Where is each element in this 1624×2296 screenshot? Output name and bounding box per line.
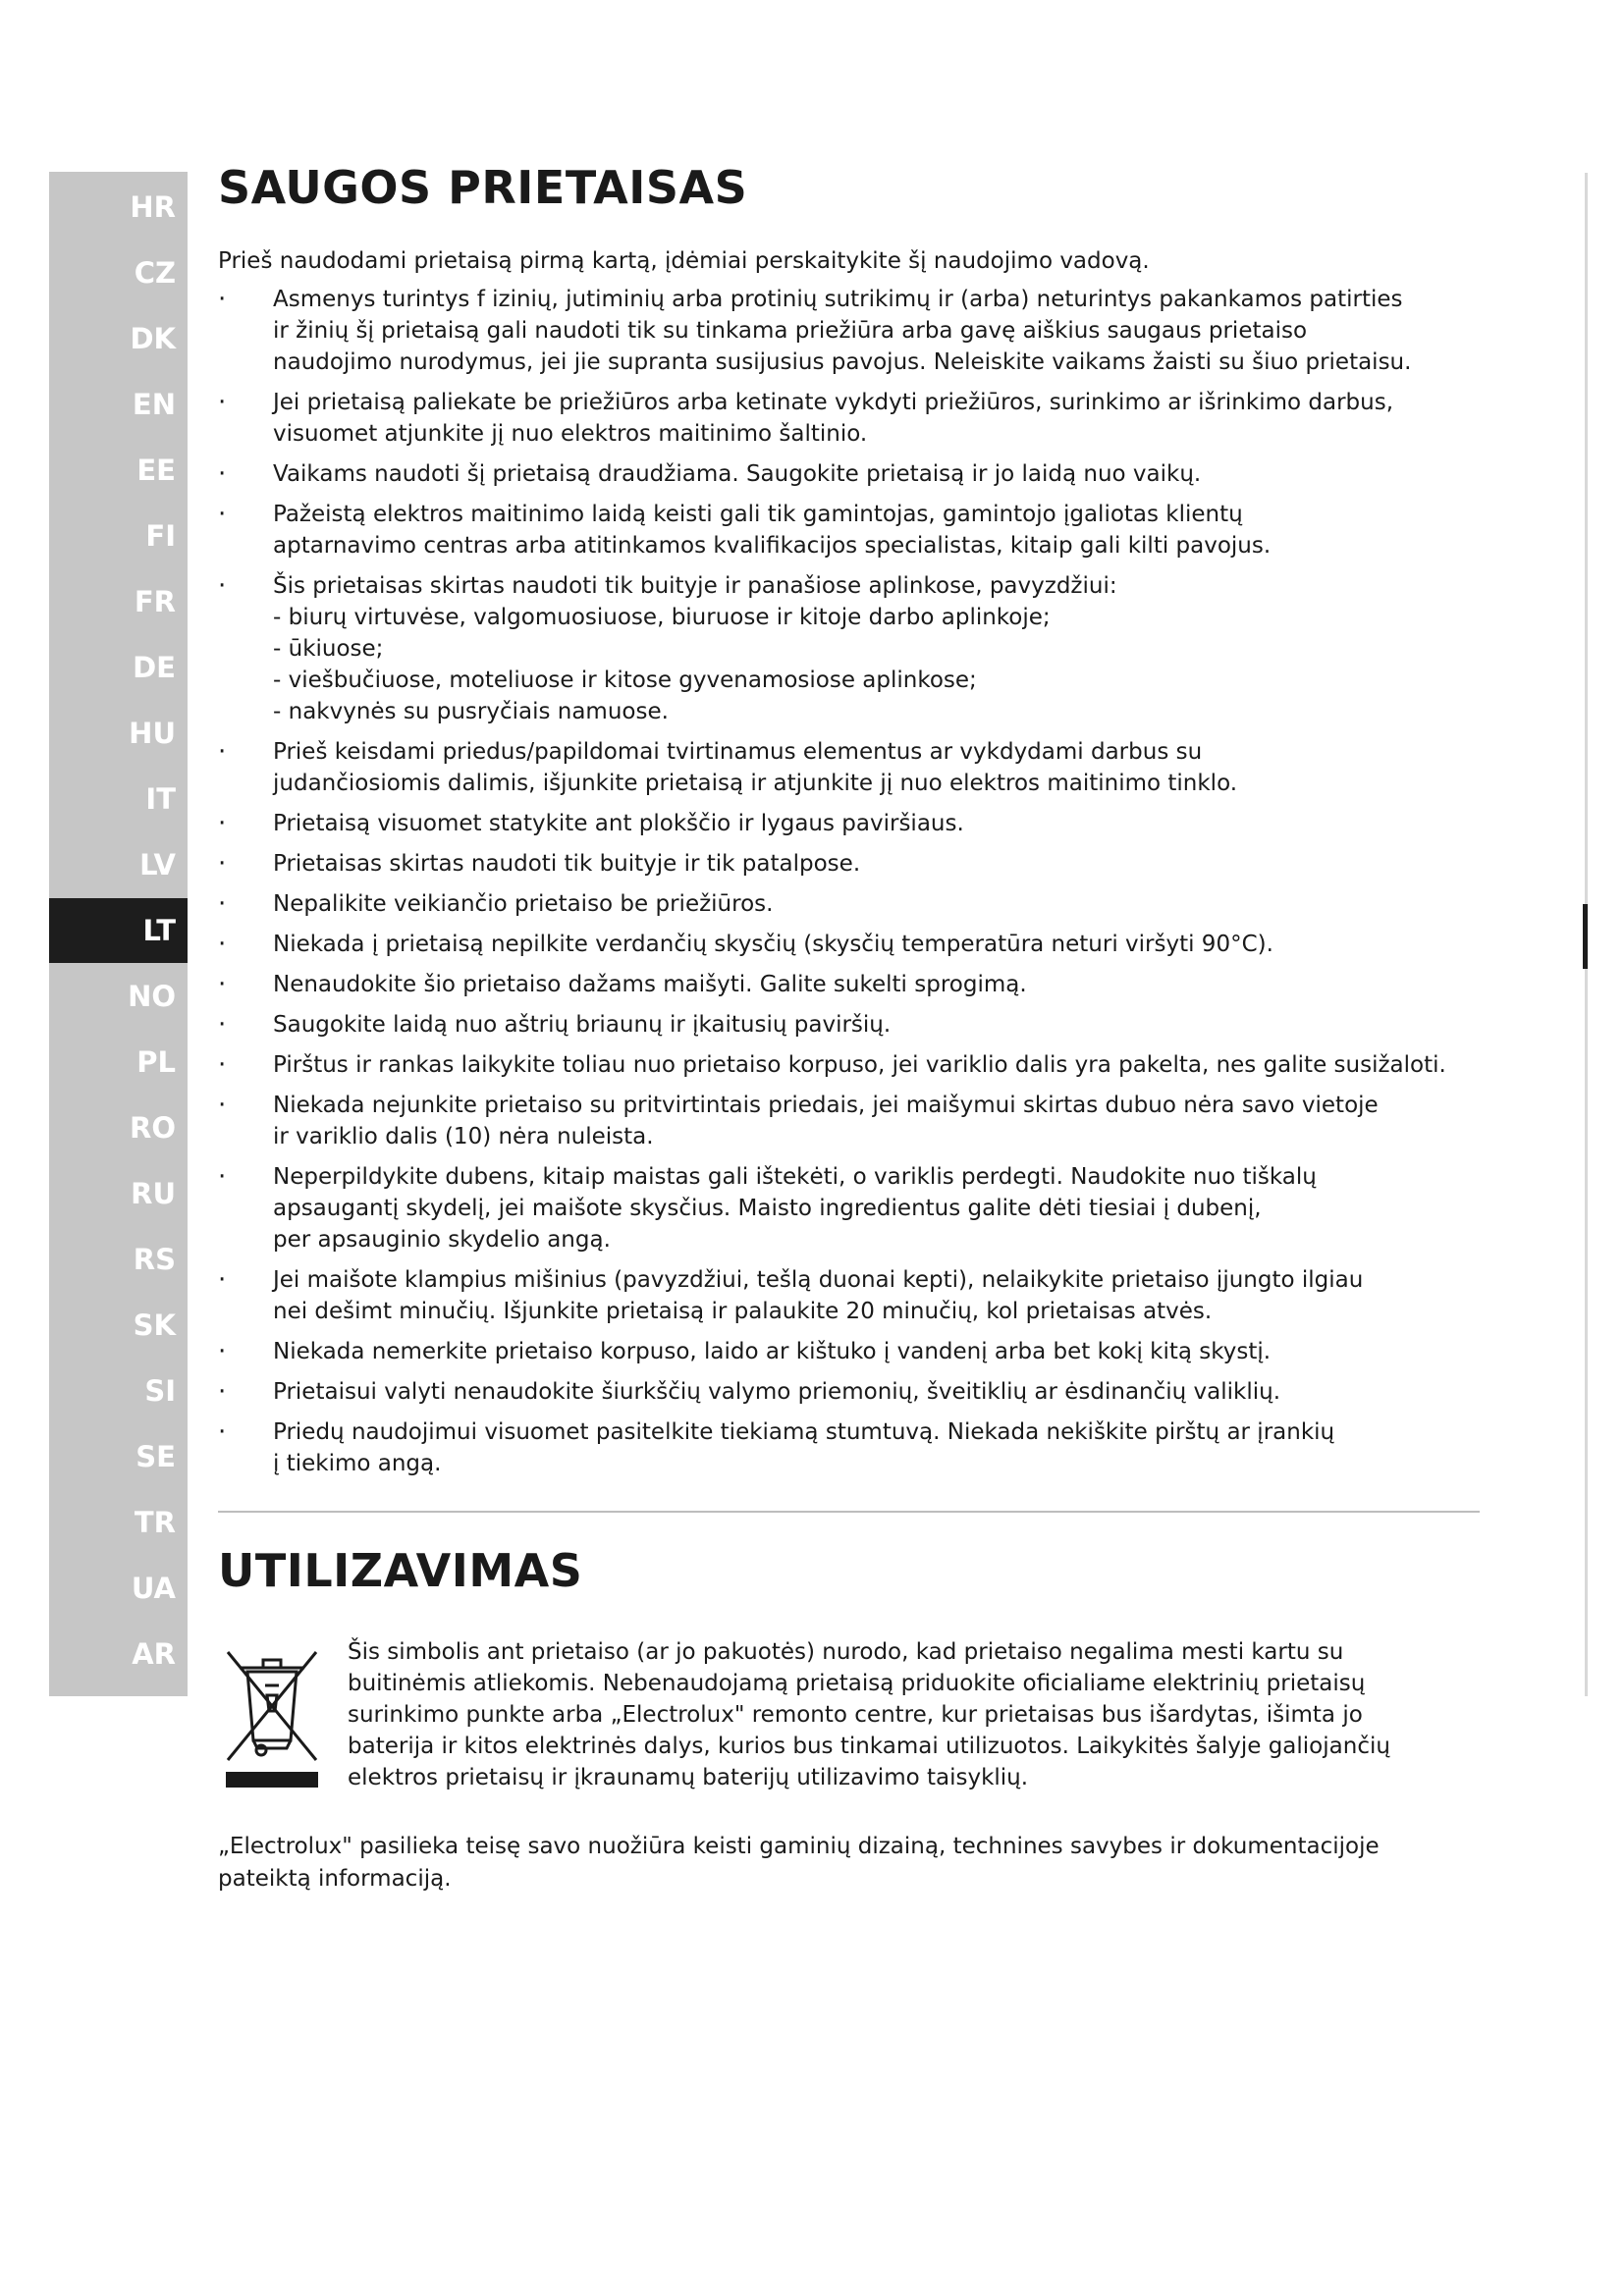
- language-tab-ro[interactable]: RO: [130, 1111, 176, 1145]
- safety-list-item: · Jei maišote klampius mišinius (pavyzdžiui, tešlą duonai kepti), nelaikykite prietaiso įjungto ilgiau nei dešimt minučių. Išjunkite prietaisą ir palaukite 20 minučių, kol prietaisas atvės.: [218, 1264, 1480, 1327]
- language-tab-si[interactable]: SI: [144, 1374, 176, 1408]
- safety-list-item: · Nenaudokite šio prietaiso dažams maišyti. Galite sukelti sprogimą.: [218, 969, 1480, 1000]
- language-tab-se[interactable]: SE: [135, 1440, 176, 1473]
- safety-intro: Prieš naudodami prietaisą pirmą kartą, įdėmiai perskaitykite šį naudojimo vadovą.: [218, 248, 1150, 274]
- language-tab-sk[interactable]: SK: [133, 1308, 176, 1342]
- language-tab-ee[interactable]: EE: [136, 454, 176, 487]
- safety-title: SAUGOS PRIETAISAS: [218, 161, 748, 214]
- language-tab-cz[interactable]: CZ: [134, 256, 176, 290]
- safety-list-item: · Vaikams naudoti šį prietaisą draudžiama. Saugokite prietaisą ir jo laidą nuo vaikų.: [218, 458, 1480, 490]
- safety-list-item: · Prietaisą visuomet statykite ant plokščio ir lygaus paviršiaus.: [218, 808, 1480, 839]
- language-tab-no[interactable]: NO: [128, 980, 176, 1013]
- safety-list-item: · Niekada nemerkite prietaiso korpuso, laido ar kištuko į vandenį arba bet kokį kitą skystį.: [218, 1336, 1480, 1367]
- language-tab-dk[interactable]: DK: [130, 322, 176, 355]
- safety-list: [218, 284, 1480, 1479]
- footer-note: „Electrolux" pasilieka teisę savo nuožiūra keisti gaminių dizainą, technines savybes ir dokumentacijoje pateiktą informaciją.: [218, 1834, 1380, 1892]
- safety-list-item: · Šis prietaisas skirtas naudoti tik buityje ir panašiose aplinkose, pavyzdžiui: - biurų virtuvėse, valgomuosiuose, biuruose ir kitoje darbo aplinkoje; - ūkiuose; - viešbučiuose, moteliuose ir kitose gyvenamosiose aplinkose; - nakvynės su pusryčiais namuose.: [218, 570, 1480, 727]
- disposal-text: Šis simbolis ant prietaiso (ar jo pakuotės) nurodo, kad prietaiso negalima mesti kartu su buitinėmis atliekomis. Nebenaudojamą prietaisą priduokite oficialiame elektrinių prietaisų surinkimo punkte arba „Electrolux" remonto centre, kur prietaisas bus išardytas, išimta jo baterija ir kitos elektrinės dalys, kurios bus tinkamai utilizuotos. Laikykitės šalyje galiojančių elektros prietaisų ir įkraunamų baterijų utilizavimo taisyklių.: [348, 1639, 1390, 1790]
- language-tab-hu[interactable]: HU: [129, 717, 176, 750]
- language-tab-pl[interactable]: PL: [136, 1045, 176, 1079]
- safety-list-item: · Niekada nejunkite prietaiso su pritvirtintais priedais, jei maišymui skirtas dubuo nėra savo vietoje ir variklio dalis (10) nėra nuleista.: [218, 1090, 1480, 1152]
- disposal-title: UTILIZAVIMAS: [218, 1544, 583, 1597]
- page-content: [218, 157, 1480, 1918]
- language-tab-ru[interactable]: RU: [131, 1177, 176, 1210]
- safety-list-item: · Priedų naudojimui visuomet pasitelkite tiekiamą stumtuvą. Niekada nekiškite pirštų ar įrankių į tiekimo angą.: [218, 1416, 1480, 1479]
- language-tab-fr[interactable]: FR: [134, 585, 176, 618]
- safety-list-item: · Pirštus ir rankas laikykite toliau nuo prietaiso korpuso, jei variklio dalis yra pakelta, nes galite susižaloti.: [218, 1049, 1480, 1081]
- safety-list-item: · Prietaisas skirtas naudoti tik buityje ir tik patalpose.: [218, 848, 1480, 880]
- safety-list-item: · Niekada į prietaisą nepilkite verdančių skysčių (skysčių temperatūra neturi viršyti 90°C).: [218, 929, 1480, 960]
- language-tab-lv[interactable]: LV: [139, 848, 176, 881]
- safety-list-item: · Saugokite laidą nuo aštrių briaunų ir įkaitusių paviršių.: [218, 1009, 1480, 1041]
- safety-list-item: · Prieš keisdami priedus/papildomai tvirtinamus elementus ar vykdydami darbus su judančiosiomis dalimis, išjunkite prietaisą ir atjunkite jį nuo elektros maitinimo tinklo.: [218, 736, 1480, 799]
- language-tab-de[interactable]: DE: [133, 651, 176, 684]
- language-tab-rs[interactable]: RS: [133, 1243, 176, 1276]
- safety-list-item: · Pažeistą elektros maitinimo laidą keisti gali tik gamintojas, gamintojo įgaliotas klientų aptarnavimo centras arba atitinkamos kvalifikacijos specialistas, kitaip gali kilti pavojus.: [218, 499, 1480, 561]
- safety-list-item: · Jei prietaisą paliekate be priežiūros arba ketinate vykdyti priežiūros, surinkimo ar išrinkimo darbus, visuomet atjunkite jį nuo elektros maitinimo šaltinio.: [218, 387, 1480, 450]
- language-tab-tr[interactable]: TR: [134, 1506, 176, 1539]
- right-edge-active-marker: [1583, 904, 1588, 969]
- language-tab-ua[interactable]: UA: [131, 1572, 176, 1605]
- safety-list-item: · Prietaisui valyti nenaudokite šiurkščių valymo priemonių, šveitiklių ar ėsdinančių valiklių.: [218, 1376, 1480, 1408]
- language-tab-it[interactable]: IT: [145, 782, 176, 816]
- language-tab-en[interactable]: EN: [132, 388, 176, 421]
- safety-list-item: · Nepalikite veikiančio prietaiso be priežiūros.: [218, 888, 1480, 920]
- language-tab-lt[interactable]: LT: [49, 898, 188, 963]
- disposal-block: [218, 1636, 1480, 1793]
- safety-list-item: · Asmenys turintys f izinių, jutiminių arba protinių sutrikimų ir (arba) neturintys pakankamos patirties ir žinių šį prietaisą gali naudoti tik su tinkama priežiūra arba gavę aiškius saugaus prietaiso naudojimo nurodymus, jei jie supranta susijusius pavojus. Neleiskite vaikams žaisti su šiuo prietaisu.: [218, 284, 1480, 378]
- safety-list-item: · Neperpildykite dubens, kitaip maistas gali ištekėti, o variklis perdegti. Naudokite nuo tiškalų apsaugantį skydelį, jei maišote skysčius. Maisto ingredientus galite dėti tiesiai į dubenį, per apsauginio skydelio angą.: [218, 1161, 1480, 1255]
- language-tab-hr[interactable]: HR: [130, 190, 176, 224]
- section-divider: [218, 1511, 1480, 1513]
- weee-crossed-bin-icon: [218, 1642, 326, 1789]
- language-tab-fi[interactable]: FI: [145, 519, 176, 553]
- language-tab-ar[interactable]: AR: [132, 1637, 176, 1671]
